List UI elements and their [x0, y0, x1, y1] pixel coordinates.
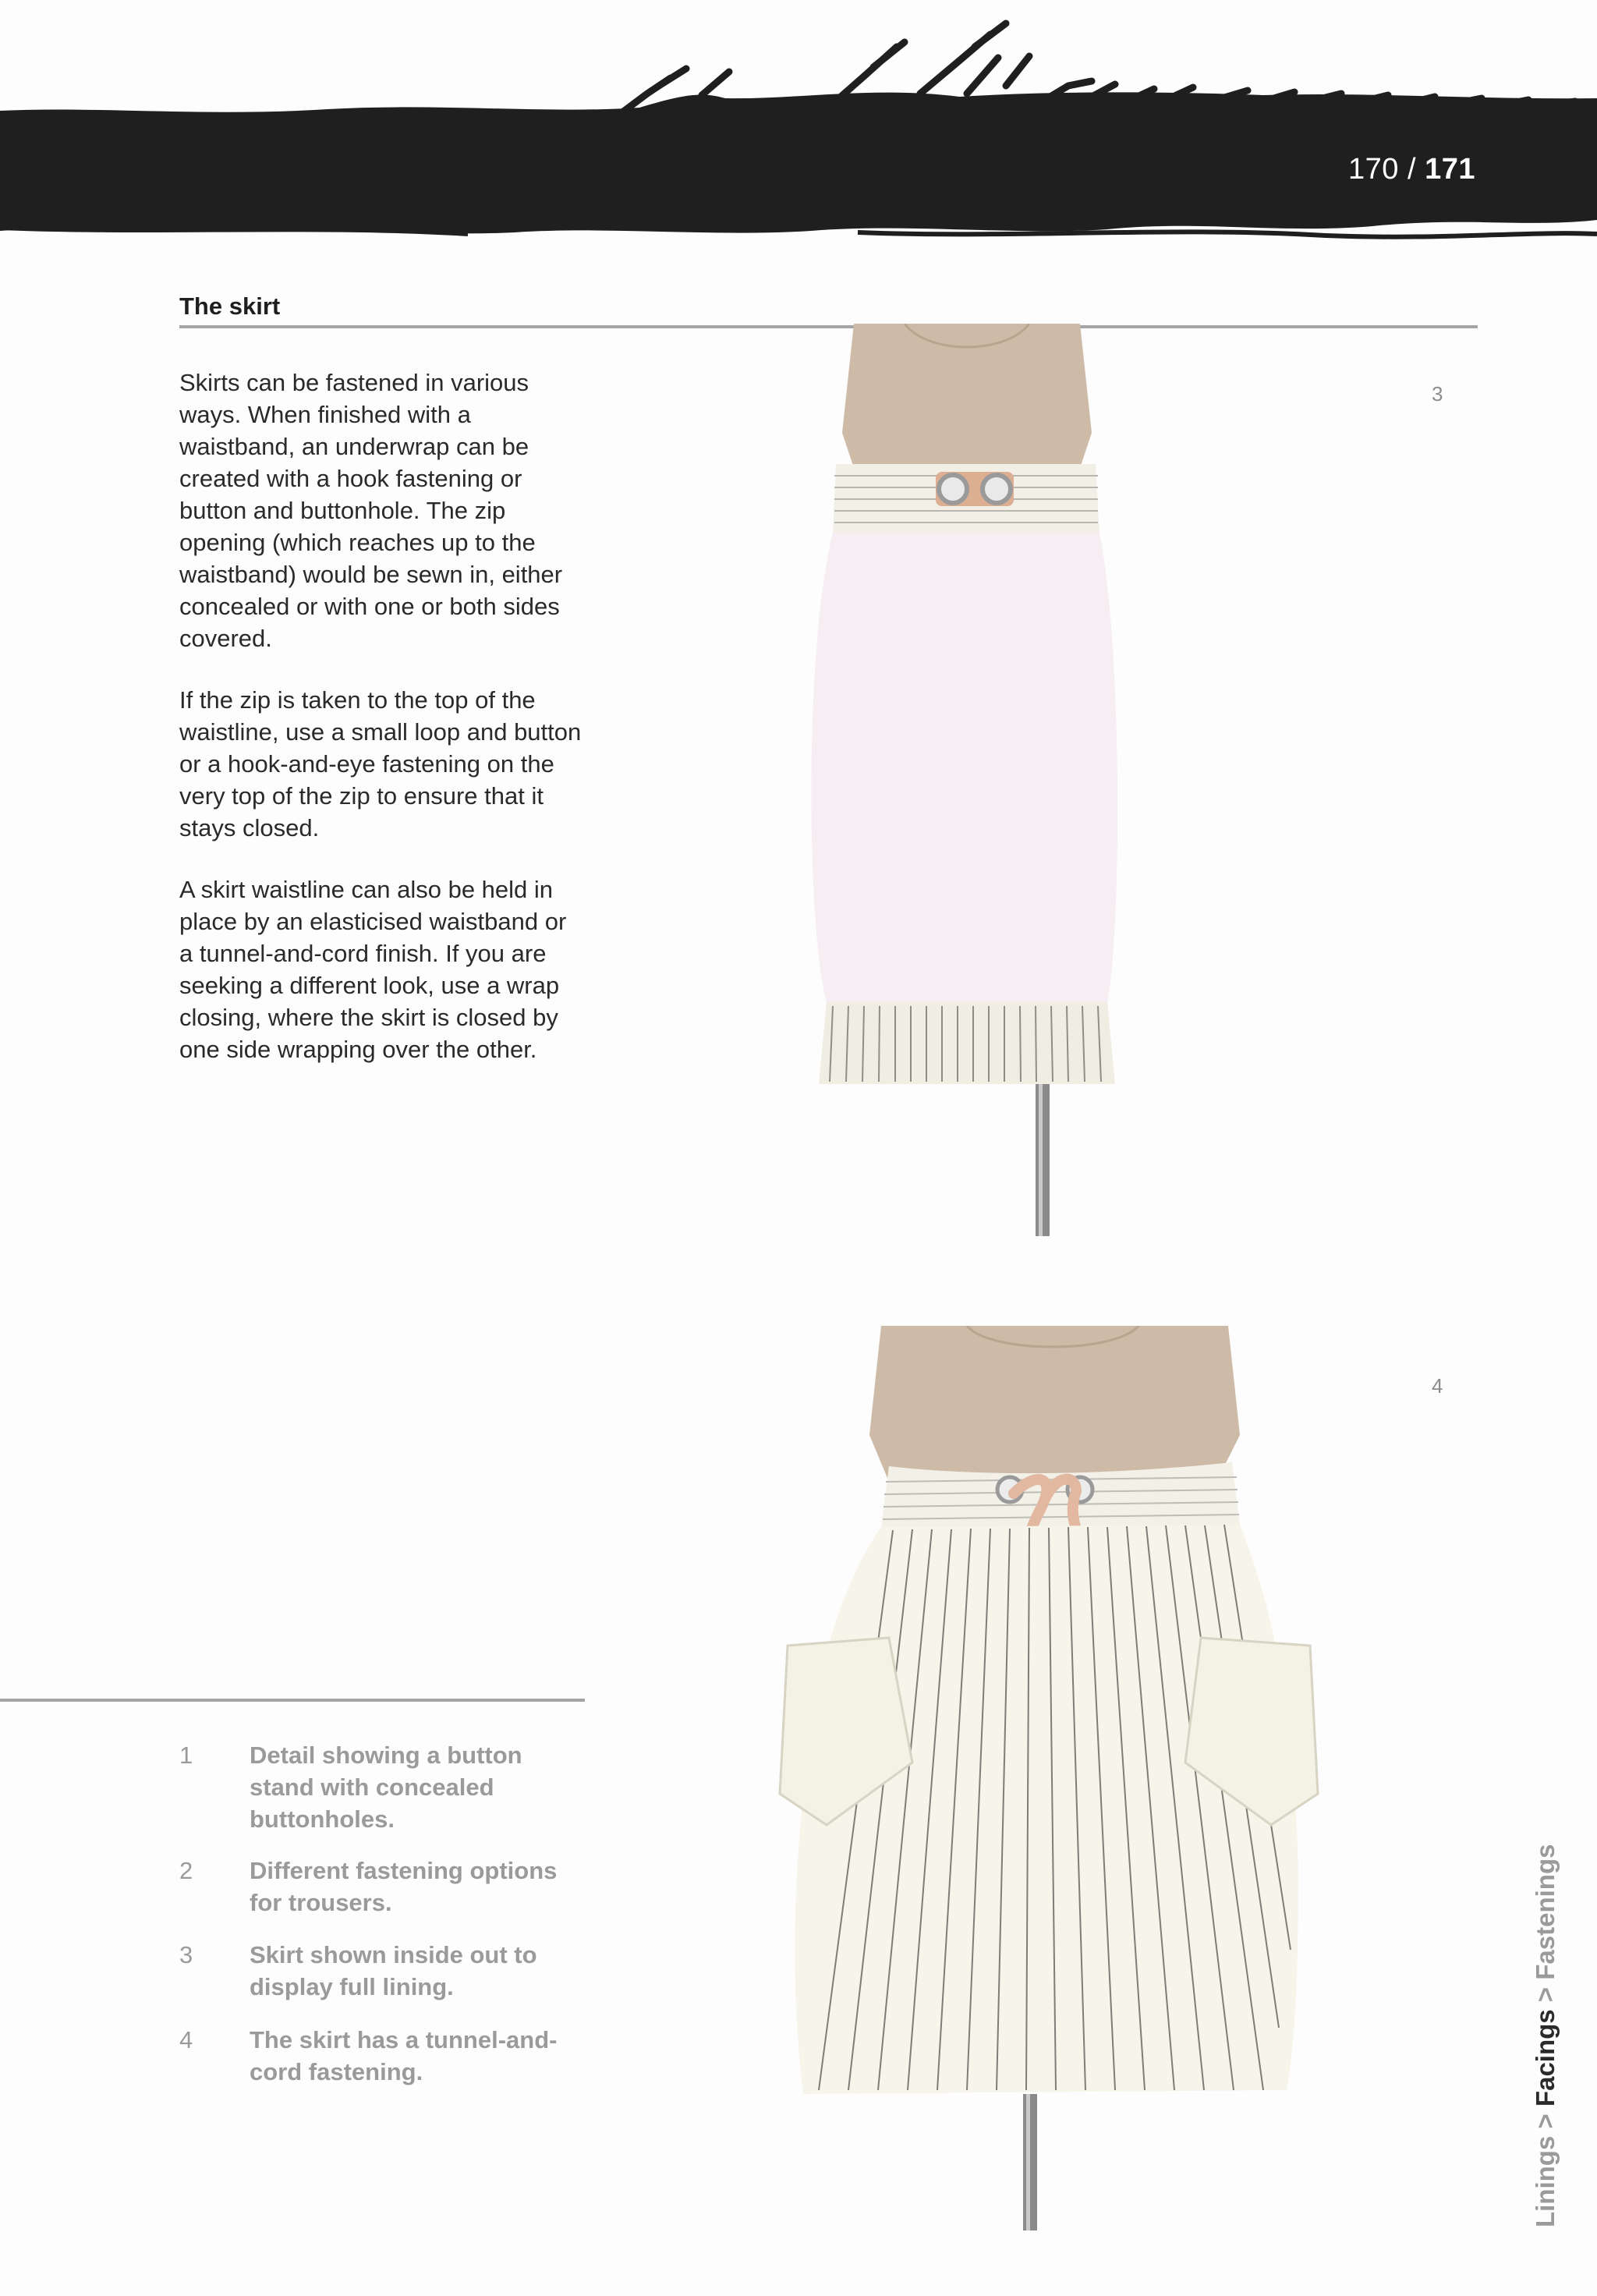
breadcrumb	[1531, 1844, 1560, 2227]
caption-text: Skirt shown inside out to display full lining.	[250, 1941, 537, 2000]
caption-text: Different fastening options for trousers.	[250, 1857, 558, 1916]
breadcrumb-separator: >	[1531, 2106, 1560, 2136]
caption-number: 2	[179, 1857, 193, 1884]
caption-number: 1	[179, 1741, 193, 1769]
header-brush-band	[0, 0, 1597, 250]
caption-number: 4	[179, 2026, 193, 2053]
caption-divider	[0, 1699, 585, 1702]
breadcrumb-separator: >	[1531, 1979, 1560, 2010]
caption-text: Detail showing a button stand with concealed buttonholes.	[250, 1741, 522, 1833]
section-title: The skirt	[179, 292, 281, 320]
figure-number-3: 3	[1432, 382, 1443, 406]
breadcrumb-item-facings[interactable]: Facings	[1531, 2009, 1560, 2107]
breadcrumb-item-fastenings[interactable]: Fastenings	[1531, 1844, 1560, 1980]
caption-number: 3	[179, 1941, 193, 1968]
figure-number-4: 4	[1432, 1374, 1443, 1398]
skirt-tunnel-cord-photo	[733, 1326, 1372, 2230]
body-paragraph-2: If the zip is taken to the top of the waistline, use a small loop and button or a hook-and-eye fastening on the very top of the zip to ensure that it stays closed.	[179, 686, 582, 842]
page-numbers	[1348, 153, 1475, 186]
left-page-number: 170	[1348, 153, 1399, 186]
right-page-number: 171	[1425, 153, 1475, 186]
page-number-separator: /	[1398, 153, 1425, 186]
caption-text: The skirt has a tunnel-and-cord fastening.	[250, 2026, 558, 2085]
skirt-lining-photo	[749, 324, 1341, 1236]
body-paragraph-3: A skirt waistline can also be held in place by an elasticised waistband or a tunnel-and-cord finish. If you are seeking a different look, use a wrap closing, where the skirt is closed by one side wrapping over the other.	[179, 876, 567, 1063]
body-paragraph-1: Skirts can be fastened in various ways. When finished with a waistband, an underwrap can be created with a hook fastening or button and buttonhole. The zip opening (which reaches up to the waistband) would be sewn in, either concealed or with one or both sides covered.	[179, 369, 563, 652]
breadcrumb-item-linings[interactable]: Linings	[1531, 2135, 1560, 2227]
